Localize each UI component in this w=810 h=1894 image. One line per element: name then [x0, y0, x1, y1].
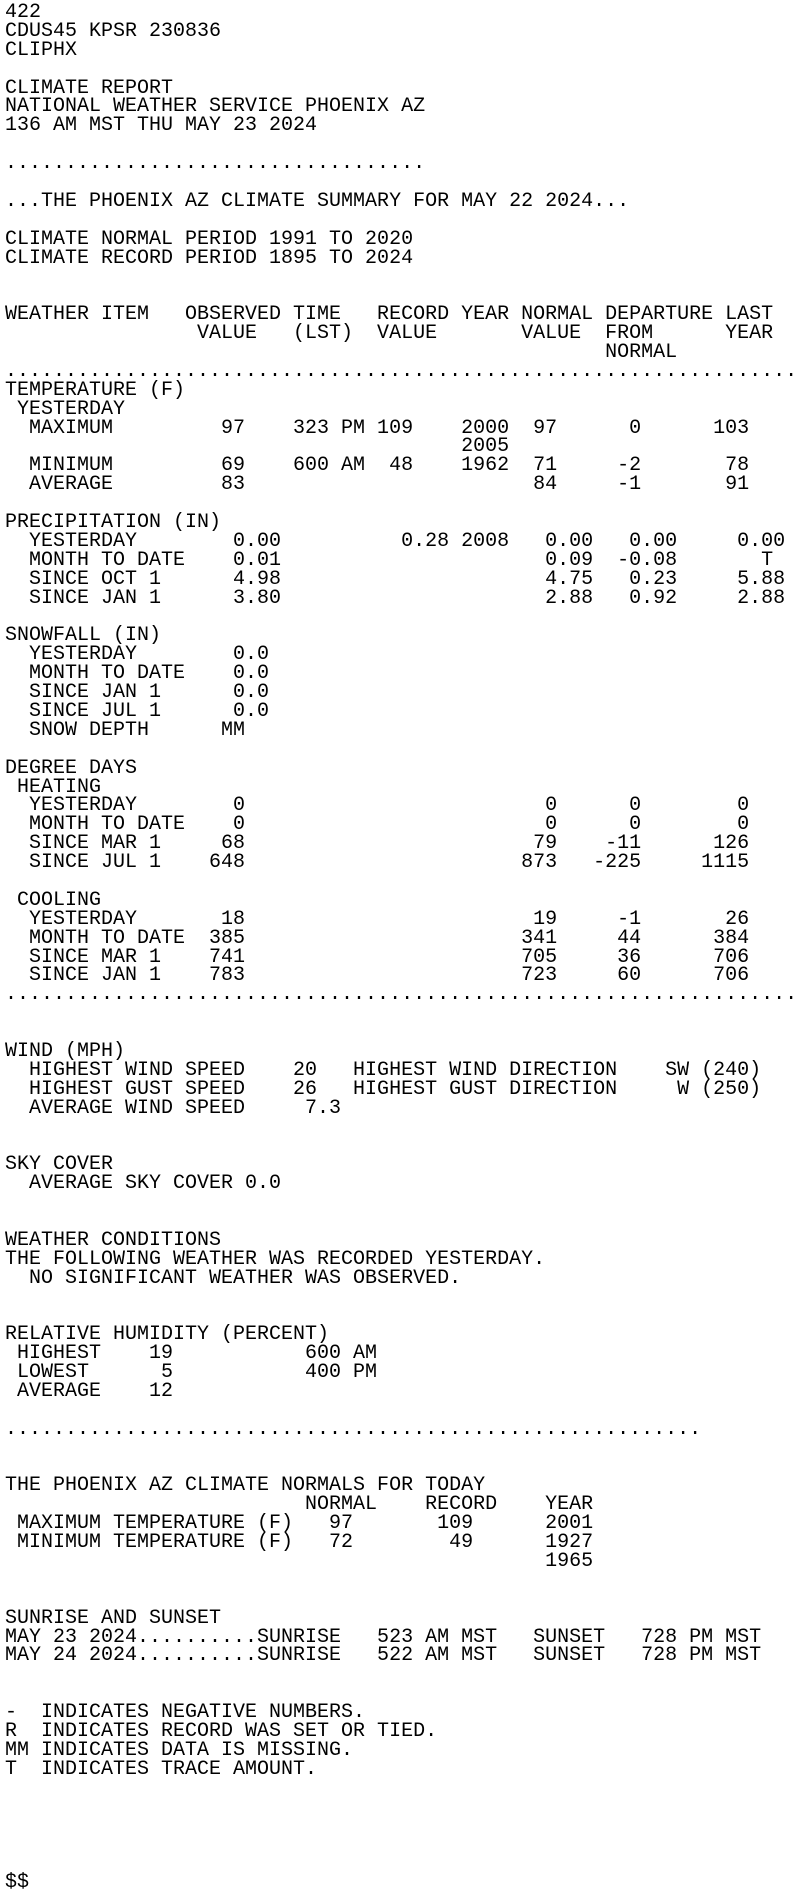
report-line: YESTERDAY — [5, 397, 126, 421]
report-line: SUNRISE AND SUNSET — [5, 1606, 222, 1630]
report-line: YESTERDAY 0.00 0.28 2008 0.00 0.00 0.00 — [5, 529, 786, 553]
report-line: MAY 23 2024..........SUNRISE 523 AM MST SUNSET 728 PM MST — [5, 1625, 762, 1649]
report-line: NORMAL RECORD YEAR — [5, 1493, 594, 1517]
report-line: 1965 — [5, 1550, 594, 1574]
report-line: CDUS45 KPSR 230836 — [5, 19, 222, 43]
report-line — [5, 1666, 810, 1685]
report-line: YESTERDAY 0 0 0 0 — [5, 794, 750, 818]
report-line: ...THE PHOENIX AZ CLIMATE SUMMARY FOR MAY 22 2024... — [5, 189, 630, 213]
report-line: .................................................................. — [5, 983, 798, 1007]
report-line: MONTH TO DATE 0.01 0.09 -0.08 T — [5, 548, 774, 572]
report-line: COOLING — [5, 888, 102, 912]
report-line: ................................... — [5, 152, 426, 176]
report-line: 136 AM MST THU MAY 23 2024 — [5, 114, 318, 138]
report-line: AVERAGE 83 84 -1 91 — [5, 473, 750, 497]
report-line — [5, 1119, 810, 1138]
report-line: NATIONAL WEATHER SERVICE PHOENIX AZ — [5, 95, 426, 119]
report-line: MINIMUM TEMPERATURE (F) 72 49 1927 — [5, 1531, 594, 1555]
report-line — [5, 1024, 810, 1043]
report-line: MINIMUM 69 600 AM 48 1962 71 -2 78 — [5, 454, 750, 478]
report-line: - INDICATES NEGATIVE NUMBERS. — [5, 1701, 366, 1725]
report-line: .......................................................... — [5, 1417, 702, 1441]
report-line: HEATING — [5, 775, 102, 799]
report-line — [5, 1572, 810, 1591]
report-line: NORMAL — [5, 341, 678, 365]
report-line: MONTH TO DATE 0 0 0 0 — [5, 813, 750, 837]
report-line — [5, 1005, 810, 1024]
report-line: TEMPERATURE (F) — [5, 378, 186, 402]
report-line — [5, 1440, 810, 1459]
report-line — [5, 1194, 810, 1213]
report-line: .................................................................. — [5, 359, 798, 383]
report-line: SINCE MAR 1 68 79 -11 126 — [5, 832, 750, 856]
report-line: DEGREE DAYS — [5, 756, 138, 780]
report-line: $$ — [5, 1871, 30, 1894]
report-line: CLIPHX — [5, 38, 78, 62]
report-line — [5, 1137, 810, 1156]
report-line: THE PHOENIX AZ CLIMATE NORMALS FOR TODAY — [5, 1474, 486, 1498]
report-line: 422 — [5, 1, 42, 24]
report-line — [5, 1836, 810, 1855]
report-line — [5, 1799, 810, 1818]
report-line — [5, 873, 810, 892]
report-line: YESTERDAY 0.0 — [5, 643, 270, 667]
report-line: SKY COVER — [5, 1153, 114, 1177]
report-line: PRECIPITATION (IN) — [5, 511, 222, 535]
report-line: AVERAGE 12 — [5, 1380, 174, 1404]
report-line: CLIMATE NORMAL PERIOD 1991 TO 2020 — [5, 227, 414, 251]
report-line: AVERAGE WIND SPEED 7.3 — [5, 1096, 342, 1120]
report-line — [5, 1780, 810, 1799]
report-line: SINCE JAN 1 3.80 2.88 0.92 2.88 — [5, 586, 786, 610]
report-line: VALUE (LST) VALUE VALUE FROM YEAR — [5, 322, 774, 346]
report-line: MONTH TO DATE 385 341 44 384 — [5, 926, 750, 950]
report-line: CLIMATE REPORT — [5, 76, 174, 100]
report-line: HIGHEST 19 600 AM — [5, 1342, 378, 1366]
report-line — [5, 1855, 810, 1874]
report-line: RELATIVE HUMIDITY (PERCENT) — [5, 1323, 330, 1347]
report-line: MAXIMUM TEMPERATURE (F) 97 109 2001 — [5, 1512, 594, 1536]
report-line: SNOW DEPTH MM — [5, 718, 246, 742]
report-line: SINCE JAN 1 0.0 — [5, 681, 270, 705]
report-line: CLIMATE RECORD PERIOD 1895 TO 2024 — [5, 246, 414, 270]
report-line: AVERAGE SKY COVER 0.0 — [5, 1172, 282, 1196]
report-line: 2005 — [5, 435, 510, 459]
report-line: NO SIGNIFICANT WEATHER WAS OBSERVED. — [5, 1266, 462, 1290]
report-line: MAY 24 2024..........SUNRISE 522 AM MST SUNSET 728 PM MST — [5, 1644, 762, 1668]
report-line: WEATHER ITEM OBSERVED TIME RECORD YEAR NORMAL DEPARTURE LAST — [5, 303, 774, 327]
report-line: R INDICATES RECORD WAS SET OR TIED. — [5, 1720, 438, 1744]
report-line — [5, 1289, 810, 1308]
report-line: SINCE JUL 1 648 873 -225 1115 — [5, 851, 750, 875]
report-line: THE FOLLOWING WEATHER WAS RECORDED YESTERDAY. — [5, 1247, 546, 1271]
report-line: SINCE MAR 1 741 705 36 706 — [5, 945, 750, 969]
report-line: SINCE OCT 1 4.98 4.75 0.23 5.88 — [5, 567, 786, 591]
report-line: WEATHER CONDITIONS — [5, 1228, 222, 1252]
report-line: WIND (MPH) — [5, 1039, 126, 1063]
report-line: YESTERDAY 18 19 -1 26 — [5, 907, 750, 931]
report-line: SINCE JUL 1 0.0 — [5, 699, 270, 723]
report-line: SINCE JAN 1 783 723 60 706 — [5, 964, 750, 988]
report-line — [5, 1818, 810, 1837]
report-line: LOWEST 5 400 PM — [5, 1361, 378, 1385]
report-line: SNOWFALL (IN) — [5, 624, 162, 648]
report-line: MM INDICATES DATA IS MISSING. — [5, 1738, 354, 1762]
report-line: MONTH TO DATE 0.0 — [5, 662, 270, 686]
report-line: HIGHEST GUST SPEED 26 HIGHEST GUST DIRECTION W (250) — [5, 1077, 762, 1101]
report-line — [5, 268, 810, 287]
report-line: T INDICATES TRACE AMOUNT. — [5, 1757, 318, 1781]
report-line: HIGHEST WIND SPEED 20 HIGHEST WIND DIRECTION SW (240) — [5, 1058, 762, 1082]
report-line: MAXIMUM 97 323 PM 109 2000 97 0 103 — [5, 416, 750, 440]
